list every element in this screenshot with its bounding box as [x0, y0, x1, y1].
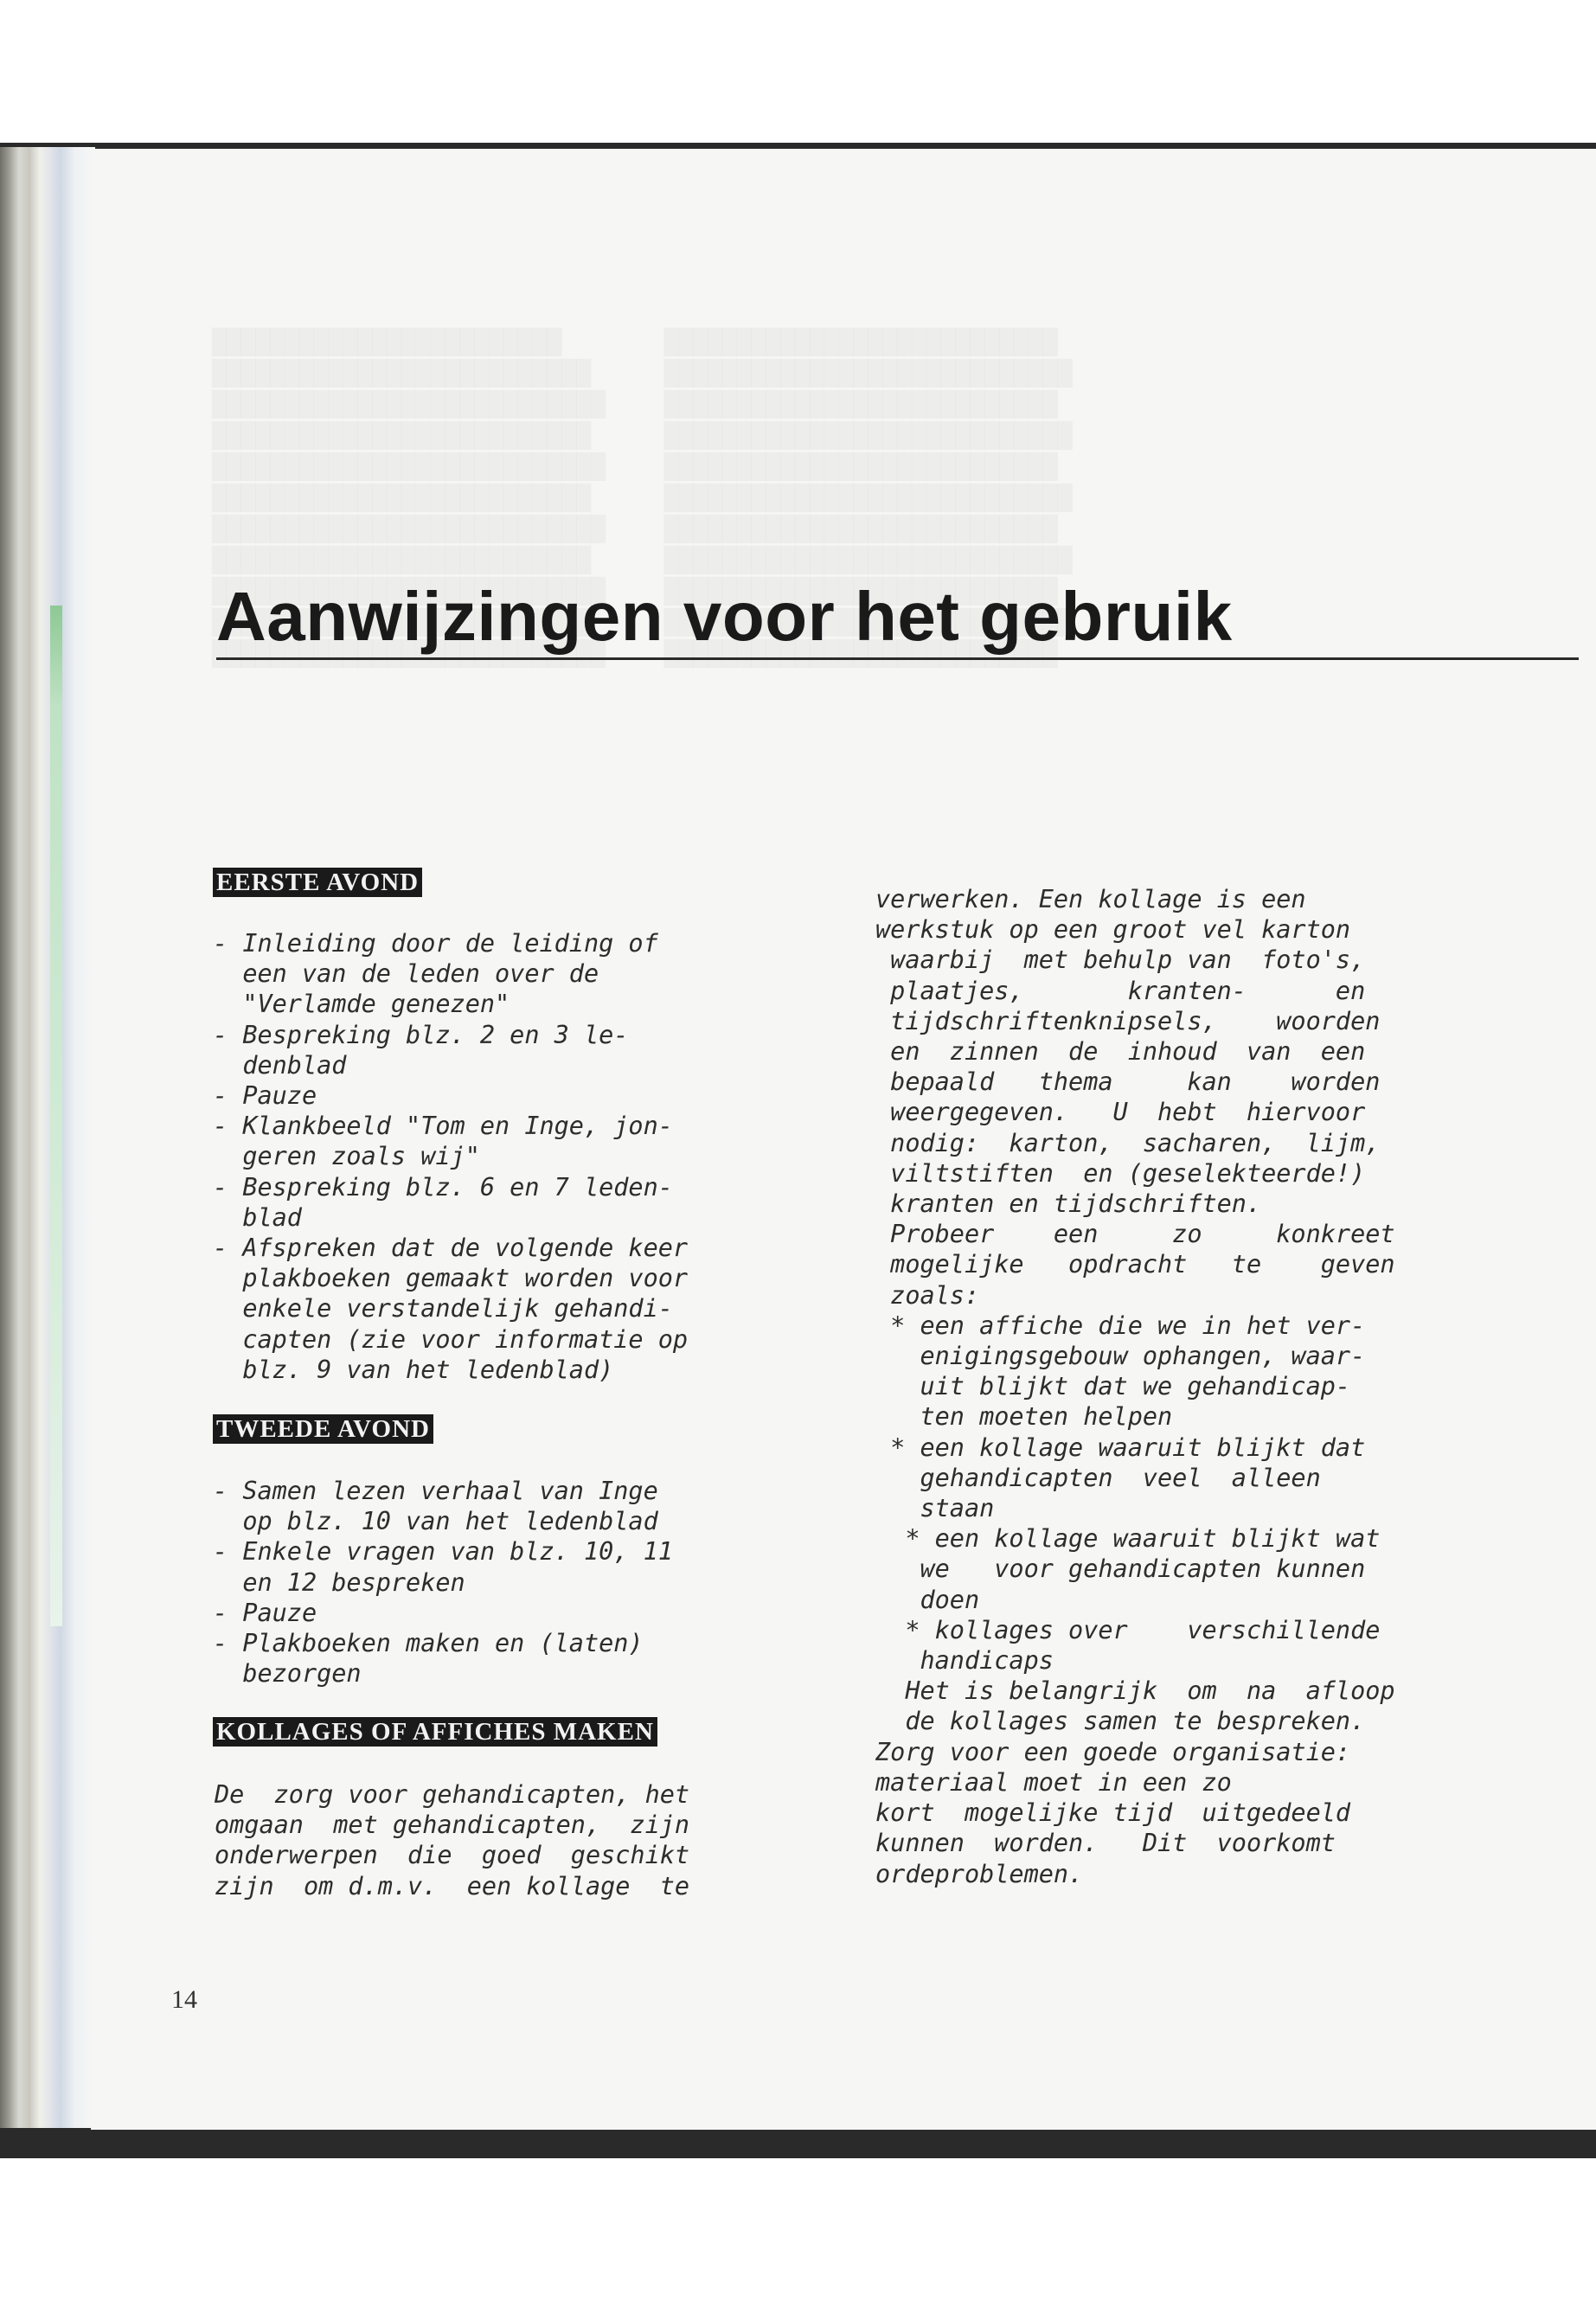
text-line: De zorg voor gehandicapten, het: [215, 1780, 690, 1809]
text-line: kort mogelijke tijd uitgedeeld: [875, 1798, 1351, 1828]
text-line: op blz. 10 van het ledenblad: [213, 1507, 658, 1536]
text-line: nodig: karton, sacharen, lijm,: [875, 1128, 1381, 1157]
text-line: handicaps: [875, 1646, 1054, 1676]
eerste-avond-list: [213, 928, 688, 1385]
text-line: blz. 9 van het ledenblad): [213, 1355, 614, 1384]
text-line: - Inleiding door de leiding of: [213, 929, 658, 958]
text-line: omgaan met gehandicapten, zijn: [215, 1811, 690, 1840]
text-line: * een affiche die we in het ver-: [875, 1311, 1366, 1340]
text-line: geren zoals wij": [213, 1142, 480, 1171]
text-line: - Bespreking blz. 2 en 3 le-: [213, 1020, 629, 1049]
kollages-paragraph: [215, 1779, 689, 1901]
text-line: - Pauze: [213, 1081, 317, 1111]
text-line: waarbij met behulp van foto's,: [875, 945, 1366, 975]
page-number: 14: [171, 1985, 197, 2014]
text-line: Het is belangrijk om na afloop: [875, 1676, 1395, 1706]
text-line: zoals:: [875, 1280, 980, 1310]
text-line: * een kollage waaruit blijkt dat: [875, 1433, 1366, 1462]
text-line: uit blijkt dat we gehandicap-: [875, 1372, 1351, 1401]
text-line: doen: [875, 1585, 980, 1614]
text-line: weergegeven. U hebt hiervoor: [875, 1098, 1366, 1127]
text-line: - Bespreking blz. 6 en 7 leden-: [213, 1172, 673, 1202]
text-line: de kollages samen te bespreken.: [875, 1707, 1366, 1736]
text-line: - Samen lezen verhaal van Inge: [213, 1477, 658, 1505]
text-line: viltstiften en (geselekteerde!): [875, 1158, 1366, 1188]
text-line: enigingsgebouw ophangen, waar-: [875, 1342, 1366, 1371]
text-line: enkele verstandelijk gehandi-: [213, 1294, 673, 1324]
text-line: - Plakboeken maken en (laten): [213, 1629, 644, 1658]
text-line: werkstuk op een groot vel karton: [875, 915, 1351, 945]
text-line: en zinnen de inhoud van een: [875, 1037, 1366, 1067]
text-line: plakboeken gemaakt worden voor: [213, 1264, 689, 1293]
heading-eerste-avond: EERSTE AVOND: [213, 868, 422, 897]
text-line: een van de leden over de: [213, 959, 599, 989]
text-line: tijdschriftenknipsels, woorden: [875, 1006, 1381, 1035]
page-edges: [0, 147, 95, 2128]
text-line: bepaald thema kan worden: [875, 1067, 1381, 1097]
text-line: onderwerpen die goed geschikt: [215, 1841, 690, 1870]
text-line: * een kollage waaruit blijkt wat: [875, 1524, 1381, 1554]
text-line: mogelijke opdracht te geven: [875, 1250, 1395, 1279]
text-line: denblad: [213, 1050, 347, 1080]
text-line: kunnen worden. Dit voorkomt: [875, 1829, 1336, 1858]
heading-tweede-avond: TWEEDE AVOND: [213, 1414, 433, 1444]
text-line: ordeproblemen.: [875, 1859, 1084, 1888]
text-line: * kollages over verschillende: [875, 1615, 1381, 1644]
text-line: en 12 bespreken: [213, 1567, 465, 1597]
page-title: Aanwijzingen voor het gebruik: [216, 575, 1579, 660]
text-line: materiaal moet in een zo: [875, 1767, 1232, 1797]
text-line: blad: [213, 1202, 302, 1232]
text-line: kranten en tijdschriften.: [875, 1189, 1262, 1219]
text-line: staan: [875, 1494, 995, 1523]
green-page-tab: [50, 606, 62, 1626]
text-line: bezorgen: [213, 1659, 362, 1689]
text-line: "Verlamde genezen": [213, 990, 510, 1019]
text-line: - Enkele vragen van blz. 10, 11: [213, 1537, 673, 1567]
tweede-avond-list: [213, 1476, 673, 1689]
heading-kollages: KOLLAGES OF AFFICHES MAKEN: [213, 1717, 657, 1747]
text-line: - Klankbeeld "Tom en Inge, jon-: [213, 1112, 673, 1141]
text-line: ten moeten helpen: [875, 1402, 1173, 1432]
text-line: - Afspreken dat de volgende keer: [213, 1234, 689, 1263]
text-line: capten (zie voor informatie op: [213, 1324, 689, 1354]
text-line: Zorg voor een goede organisatie:: [875, 1737, 1351, 1766]
text-line: we voor gehandicapten kunnen: [875, 1554, 1366, 1584]
text-line: Probeer een zo konkreet: [875, 1220, 1395, 1249]
text-line: verwerken. Een kollage is een: [875, 885, 1306, 913]
text-line: zijn om d.m.v. een kollage te: [215, 1871, 690, 1900]
right-column-text: [875, 884, 1395, 1889]
text-line: gehandicapten veel alleen: [875, 1463, 1321, 1492]
text-line: - Pauze: [213, 1598, 317, 1627]
text-line: plaatjes, kranten- en: [875, 976, 1366, 1005]
